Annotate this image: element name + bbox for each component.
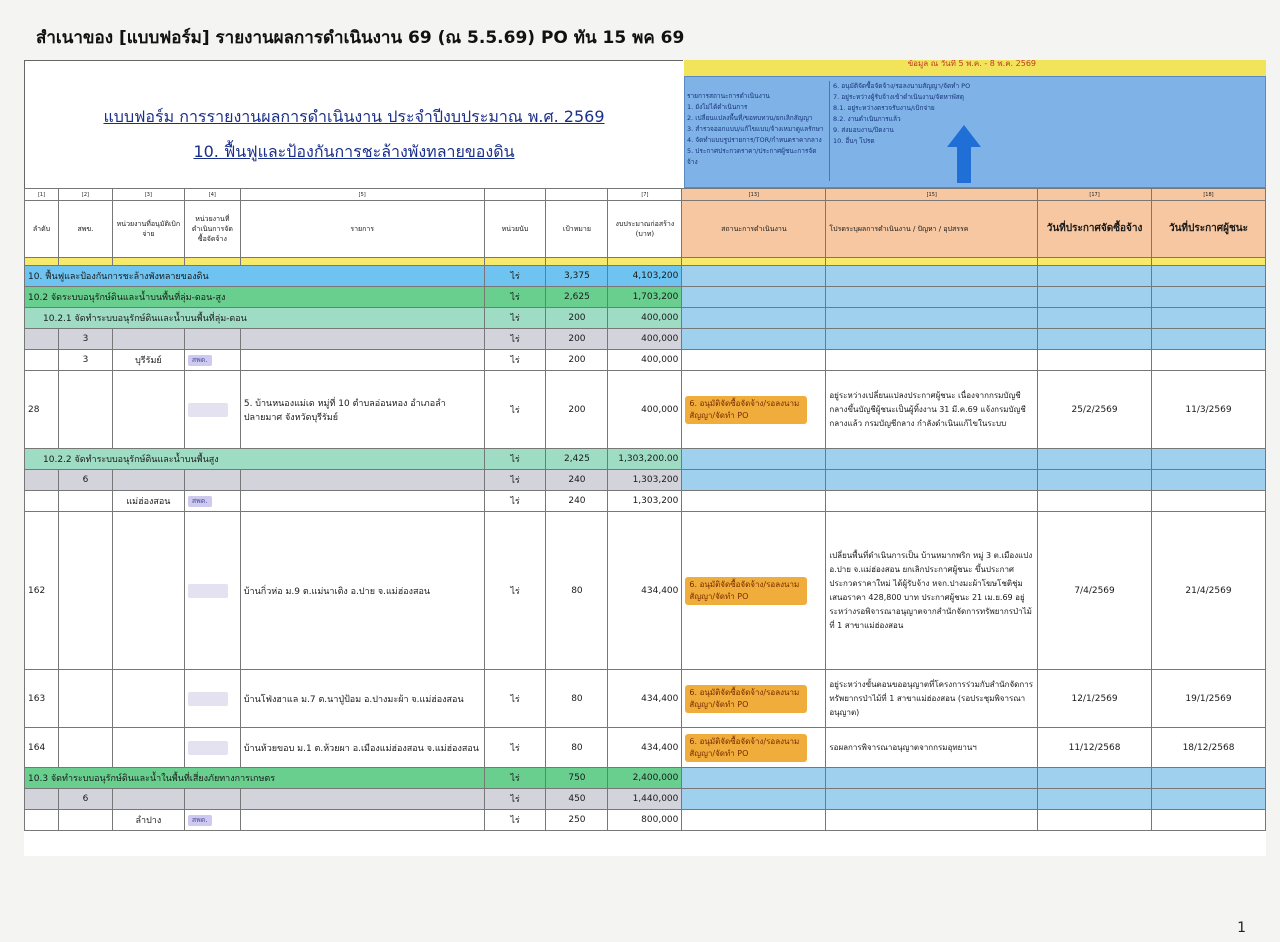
cell-announce-date: 7/4/2569: [1038, 512, 1152, 670]
cell-budget: 400,000: [608, 371, 682, 449]
cell-announce-date: [1038, 287, 1152, 308]
col-index: [5]: [240, 189, 484, 201]
table-row: [25, 670, 1266, 728]
cell-unit: ไร่: [484, 810, 546, 831]
cell-region: 3: [58, 350, 112, 371]
cell-progress: อยู่ระหว่างเปลี่ยนแปลงประกาศผู้ชนะ เนื่องจากกรมบัญชีกลางขึ้นบัญชีผู้ชนะเป็นผู้ทิ้งงาน 31 มี.ค.69 แจ้งกรมบัญชีกลางแล้ว กรมบัญชีกลาง กำลังดำเนินแก้ไขในระบบ: [826, 371, 1038, 449]
cell-winner-date: [1152, 789, 1266, 810]
legend-item: 10. อื่นๆ โปรด: [833, 137, 875, 145]
cell-status: [682, 470, 826, 491]
form-banner: [24, 60, 683, 189]
redacted-box: [188, 584, 228, 598]
cell-announce-date: [1038, 350, 1152, 371]
cell-procure-unit: [184, 329, 240, 350]
cell-budget: 434,400: [608, 670, 682, 728]
status-legend: [684, 76, 1266, 188]
cell-target: 80: [546, 512, 608, 670]
cell-status: [682, 350, 826, 371]
cell-region: [58, 512, 112, 670]
cell-announce-date: [1038, 266, 1152, 287]
cell-region: 3: [58, 329, 112, 350]
header-budget: งบประมาณก่อสร้าง (บาท): [608, 201, 682, 258]
cell-winner-date: [1152, 449, 1266, 470]
cell-progress: [826, 329, 1038, 350]
section-label: 10.3 จัดทำระบบอนุรักษ์ดินและน้ำในพื้นที่เสี่ยงภัยทางการเกษตร: [25, 768, 485, 789]
cell-progress: [826, 350, 1038, 371]
cell-budget-unit: บุรีรัมย์: [112, 350, 184, 371]
legend-item: 6. อนุมัติจัดซื้อจัดจ้าง/รอลงนามสัญญา/จัดทำ PO: [833, 82, 971, 90]
cell-item: [240, 491, 484, 512]
cell-seq: 162: [25, 512, 59, 670]
legend-item: 9. ส่งมอบงาน/ปิดงาน: [833, 126, 894, 134]
header-target: เป้าหมาย: [546, 201, 608, 258]
cell-target: 450: [546, 789, 608, 810]
report-sheet: [24, 60, 1266, 856]
cell-item: [240, 810, 484, 831]
cell-target: 200: [546, 371, 608, 449]
col-index: [3]: [112, 189, 184, 201]
cell-status: [682, 329, 826, 350]
header-item: รายการ: [240, 201, 484, 258]
status-badge: 6. อนุมัติจัดซื้อจัดจ้าง/รอลงนามสัญญา/จัดทำ PO: [685, 734, 807, 762]
cell-budget: 434,400: [608, 512, 682, 670]
cell-budget: 1,703,200: [608, 287, 682, 308]
cell-winner-date: [1152, 329, 1266, 350]
legend-column-2: [829, 81, 1053, 181]
cell-progress: [826, 470, 1038, 491]
cell-item: [240, 329, 484, 350]
cell-target: 2,625: [546, 287, 608, 308]
report-table: [24, 188, 1266, 831]
cell-announce-date: 12/1/2569: [1038, 670, 1152, 728]
cell-progress: [826, 789, 1038, 810]
header-status: สถานะการดำเนินงาน: [682, 201, 826, 258]
data-date-note: ข้อมูล ณ วันที่ 5 พ.ค. - 8 พ.ค. 2569: [684, 60, 1266, 76]
cell-announce-date: [1038, 789, 1152, 810]
cell-budget-unit: ลำปาง: [112, 810, 184, 831]
section-label: 10.2 จัดระบบอนุรักษ์ดินและน้ำบนพื้นที่ลุ่ม-ดอน-สูง: [25, 287, 485, 308]
status-badge: 6. อนุมัติจัดซื้อจัดจ้าง/รอลงนามสัญญา/จัดทำ PO: [685, 577, 807, 605]
cell-status: [682, 512, 826, 670]
arrow-up-icon: [947, 125, 981, 183]
table-row: [25, 266, 1266, 287]
header-row: [25, 201, 1266, 258]
cell-progress: รอผลการพิจารณาอนุญาตจากกรมอุทยานฯ: [826, 728, 1038, 768]
cell-winner-date: [1152, 491, 1266, 512]
cell-announce-date: [1038, 329, 1152, 350]
header-divider: [25, 258, 1266, 266]
cell-status: [682, 266, 826, 287]
cell-announce-date: 11/12/2568: [1038, 728, 1152, 768]
cell-budget-unit: [112, 512, 184, 670]
cell-target: 240: [546, 470, 608, 491]
cell-target: 750: [546, 768, 608, 789]
legend-item: 2. เปลี่ยนแปลงพื้นที่/ขอทบทวน/ยกเลิกสัญญา: [687, 114, 813, 122]
cell-budget-unit: แม่ฮ่องสอน: [112, 491, 184, 512]
column-index-row: [25, 189, 1266, 201]
cell-budget-unit: [112, 329, 184, 350]
cell-budget-unit: [112, 670, 184, 728]
cell-target: 3,375: [546, 266, 608, 287]
col-index: [2]: [58, 189, 112, 201]
cell-budget: 1,440,000: [608, 789, 682, 810]
cell-winner-date: 21/4/2569: [1152, 512, 1266, 670]
cell-target: 250: [546, 810, 608, 831]
cell-unit: ไร่: [484, 266, 546, 287]
status-badge: 6. อนุมัติจัดซื้อจัดจ้าง/รอลงนามสัญญา/จัดทำ PO: [685, 685, 807, 713]
cell-winner-date: 18/12/2568: [1152, 728, 1266, 768]
unit-tag: สพด.: [188, 496, 212, 507]
cell-winner-date: [1152, 308, 1266, 329]
cell-budget: 434,400: [608, 728, 682, 768]
cell-announce-date: [1038, 491, 1152, 512]
table-row: [25, 329, 1266, 350]
cell-winner-date: [1152, 266, 1266, 287]
cell-region: [58, 810, 112, 831]
section-label: 10. ฟื้นฟูและป้องกันการชะล้างพังทลายของดิน: [25, 266, 485, 287]
cell-region: [58, 670, 112, 728]
col-index: [17]: [1038, 189, 1152, 201]
redacted-box: [188, 403, 228, 417]
cell-unit: ไร่: [484, 350, 546, 371]
header-seq: ลำดับ: [25, 201, 59, 258]
cell-seq: [25, 329, 59, 350]
cell-announce-date: [1038, 768, 1152, 789]
legend-item: 1. ยังไม่ได้ดำเนินการ: [687, 103, 748, 111]
cell-progress: [826, 266, 1038, 287]
cell-budget: 2,400,000: [608, 768, 682, 789]
cell-unit: ไร่: [484, 449, 546, 470]
cell-item: [240, 470, 484, 491]
cell-seq: [25, 491, 59, 512]
cell-seq: 163: [25, 670, 59, 728]
cell-winner-date: [1152, 287, 1266, 308]
cell-seq: [25, 350, 59, 371]
form-title: แบบฟอร์ม การรายงานผลการดำเนินงาน ประจำปีงบประมาณ พ.ศ. 2569: [103, 107, 605, 126]
table-row: [25, 287, 1266, 308]
cell-unit: ไร่: [484, 789, 546, 810]
cell-unit: ไร่: [484, 491, 546, 512]
legend-item: 7. อยู่ระหว่างผู้รับจ้างเข้าดำเนินงาน/จัดหาพัสดุ: [833, 93, 964, 101]
cell-procure-unit: [184, 670, 240, 728]
header-unit: หน่วยนับ: [484, 201, 546, 258]
cell-progress: [826, 308, 1038, 329]
cell-announce-date: [1038, 449, 1152, 470]
table-row: [25, 728, 1266, 768]
table-row: [25, 371, 1266, 449]
col-index: [484, 189, 546, 201]
cell-item: 5. บ้านหนองแม่เด หมู่ที่ 10 ตำบลอ่อนหอง อำเภอลำปลายมาศ จังหวัดบุรีรัมย์: [240, 371, 484, 449]
cell-budget: 400,000: [608, 329, 682, 350]
cell-procure-unit: [184, 491, 240, 512]
cell-target: 200: [546, 350, 608, 371]
section-label: 10.2.2 จัดทำระบบอนุรักษ์ดินและน้ำบนพื้นสูง: [25, 449, 485, 470]
cell-target: 2,425: [546, 449, 608, 470]
table-row: [25, 308, 1266, 329]
col-index: [18]: [1152, 189, 1266, 201]
cell-status: [682, 371, 826, 449]
table-row: [25, 810, 1266, 831]
cell-region: [58, 728, 112, 768]
header-budget-unit: หน่วยงานที่อนุมัติเบิกจ่าย: [112, 201, 184, 258]
legend-column-1: [687, 91, 827, 168]
cell-procure-unit: [184, 470, 240, 491]
cell-budget: 1,303,200: [608, 470, 682, 491]
legend-item: รายการสถานะการดำเนินงาน: [687, 92, 770, 100]
cell-status: [682, 670, 826, 728]
cell-seq: [25, 810, 59, 831]
cell-procure-unit: [184, 350, 240, 371]
cell-item: บ้านกิ่วห่อ ม.9 ต.แม่นาเติง อ.ปาย จ.แม่ฮ่องสอน: [240, 512, 484, 670]
legend-item: 8.1. อยู่ระหว่างตรวจรับงาน/เบิกจ่าย: [833, 104, 935, 112]
cell-seq: 164: [25, 728, 59, 768]
cell-progress: [826, 768, 1038, 789]
cell-target: 200: [546, 308, 608, 329]
cell-procure-unit: [184, 512, 240, 670]
cell-announce-date: 25/2/2569: [1038, 371, 1152, 449]
legend-item: 5. ประกาศประกวดราคา/ประกาศผู้ชนะการจัดจ้าง: [687, 147, 817, 166]
cell-status: [682, 768, 826, 789]
col-index: [546, 189, 608, 201]
cell-status: [682, 287, 826, 308]
header-progress: โปรดระบุผลการดำเนินงาน / ปัญหา / อุปสรรค: [826, 201, 1038, 258]
cell-status: [682, 449, 826, 470]
cell-announce-date: [1038, 810, 1152, 831]
cell-budget-unit: [112, 371, 184, 449]
cell-unit: ไร่: [484, 287, 546, 308]
cell-status: [682, 728, 826, 768]
cell-status: [682, 789, 826, 810]
cell-unit: ไร่: [484, 329, 546, 350]
cell-region: [58, 491, 112, 512]
col-index: [4]: [184, 189, 240, 201]
cell-progress: [826, 449, 1038, 470]
col-index: [7]: [608, 189, 682, 201]
legend-item: 8.2. งานดำเนินการแล้ว: [833, 115, 901, 123]
cell-seq: [25, 470, 59, 491]
redacted-box: [188, 692, 228, 706]
col-index: [13]: [682, 189, 826, 201]
cell-winner-date: 11/3/2569: [1152, 371, 1266, 449]
cell-procure-unit: [184, 810, 240, 831]
cell-winner-date: [1152, 810, 1266, 831]
cell-status: [682, 810, 826, 831]
cell-status: [682, 491, 826, 512]
cell-budget-unit: [112, 728, 184, 768]
cell-budget: 400,000: [608, 350, 682, 371]
cell-announce-date: [1038, 470, 1152, 491]
cell-budget: 800,000: [608, 810, 682, 831]
cell-unit: ไร่: [484, 768, 546, 789]
cell-progress: [826, 287, 1038, 308]
table-row: [25, 491, 1266, 512]
table-row: [25, 449, 1266, 470]
cell-unit: ไร่: [484, 728, 546, 768]
cell-unit: ไร่: [484, 308, 546, 329]
form-subtitle: 10. ฟื้นฟูและป้องกันการชะล้างพังทลายของดิน: [193, 142, 515, 161]
cell-budget: 400,000: [608, 308, 682, 329]
cell-procure-unit: [184, 728, 240, 768]
cell-seq: 28: [25, 371, 59, 449]
cell-budget-unit: [112, 470, 184, 491]
document-title: สำเนาของ [แบบฟอร์ม] รายงานผลการดำเนินงาน 69 (ณ 5.5.69) PO ทัน 15 พค 69: [36, 28, 685, 48]
cell-winner-date: [1152, 350, 1266, 371]
cell-winner-date: [1152, 470, 1266, 491]
col-index: [1]: [25, 189, 59, 201]
unit-tag: สพด.: [188, 355, 212, 366]
cell-announce-date: [1038, 308, 1152, 329]
table-row: [25, 768, 1266, 789]
table-row: [25, 789, 1266, 810]
header-winner-date: วันที่ประกาศผู้ชนะ: [1152, 201, 1266, 258]
cell-item: บ้านห้วยขอบ ม.1 ต.ห้วยผา อ.เมืองแม่ฮ่องสอน จ.แม่ฮ่องสอน: [240, 728, 484, 768]
cell-item: [240, 789, 484, 810]
redacted-box: [188, 741, 228, 755]
cell-budget: 4,103,200: [608, 266, 682, 287]
cell-unit: ไร่: [484, 670, 546, 728]
cell-target: 80: [546, 728, 608, 768]
header-procure-unit: หน่วยงานที่ดำเนินการจัดซื้อจัดจ้าง: [184, 201, 240, 258]
header-region: สพข.: [58, 201, 112, 258]
cell-item: บ้านโฟ่งฮาแล ม.7 ต.นาปู่ป้อม อ.ปางมะผ้า จ.แม่ฮ่องสอน: [240, 670, 484, 728]
cell-target: 240: [546, 491, 608, 512]
cell-winner-date: 19/1/2569: [1152, 670, 1266, 728]
cell-winner-date: [1152, 768, 1266, 789]
col-index: [15]: [826, 189, 1038, 201]
cell-region: [58, 371, 112, 449]
header-announce-date: วันที่ประกาศจัดซื้อจ้าง: [1038, 201, 1152, 258]
table-row: [25, 470, 1266, 491]
cell-progress: เปลี่ยนพื้นที่ดำเนินการเป็น บ้านหมากพริก หมู่ 3 ต.เมืองแปง อ.ปาย จ.แม่ฮ่องสอน ยกเลิกประกาศผู้ชนะ ขึ้นประกาศประกวดราคาใหม่ ได้ผู้รับจ้าง หจก.ปางมะผ้าโฆษโชติชุ่ม เสนอราคา 428,800 บาท ประกาศผู้ชนะ 21 เม.ย.69 อยู่ระหว่างรอพิจารณาอนุญาตจากสำนักจัดการทรัพยากรป่าไม้ที่ 1 สาขาแม่ฮ่องสอน: [826, 512, 1038, 670]
section-label: 10.2.1 จัดทำระบบอนุรักษ์ดินและน้ำบนพื้นที่ลุ่ม-ดอน: [25, 308, 485, 329]
unit-tag: สพด.: [188, 815, 212, 826]
cell-progress: [826, 491, 1038, 512]
cell-item: [240, 350, 484, 371]
cell-status: [682, 308, 826, 329]
cell-target: 200: [546, 329, 608, 350]
legend-item: 3. สำรวจออกแบบ/แก้ไขแบบ/จ้างเหมาดูแลรักษา: [687, 125, 824, 133]
page-number: 1: [1237, 920, 1246, 936]
table-row: [25, 350, 1266, 371]
cell-region: 6: [58, 470, 112, 491]
cell-unit: ไร่: [484, 371, 546, 449]
cell-target: 80: [546, 670, 608, 728]
cell-procure-unit: [184, 371, 240, 449]
cell-budget: 1,303,200: [608, 491, 682, 512]
legend-item: 4. จัดทำแบบรูปรายการ/TOR/กำหนดราคากลาง: [687, 136, 822, 144]
cell-unit: ไร่: [484, 512, 546, 670]
table-row: [25, 512, 1266, 670]
cell-budget: 1,303,200.00: [608, 449, 682, 470]
cell-progress: [826, 810, 1038, 831]
status-badge: 6. อนุมัติจัดซื้อจัดจ้าง/รอลงนามสัญญา/จัดทำ PO: [685, 396, 807, 424]
cell-progress: อยู่ระหว่างขั้นตอนขออนุญาตที่โครงการร่วมกับสำนักจัดการทรัพยากรป่าไม้ที่ 1 สาขาแม่ฮ่องสอน (รอประชุมพิจารณาอนุญาต): [826, 670, 1038, 728]
cell-seq: [25, 789, 59, 810]
cell-unit: ไร่: [484, 470, 546, 491]
cell-procure-unit: [184, 789, 240, 810]
cell-budget-unit: [112, 789, 184, 810]
cell-region: 6: [58, 789, 112, 810]
